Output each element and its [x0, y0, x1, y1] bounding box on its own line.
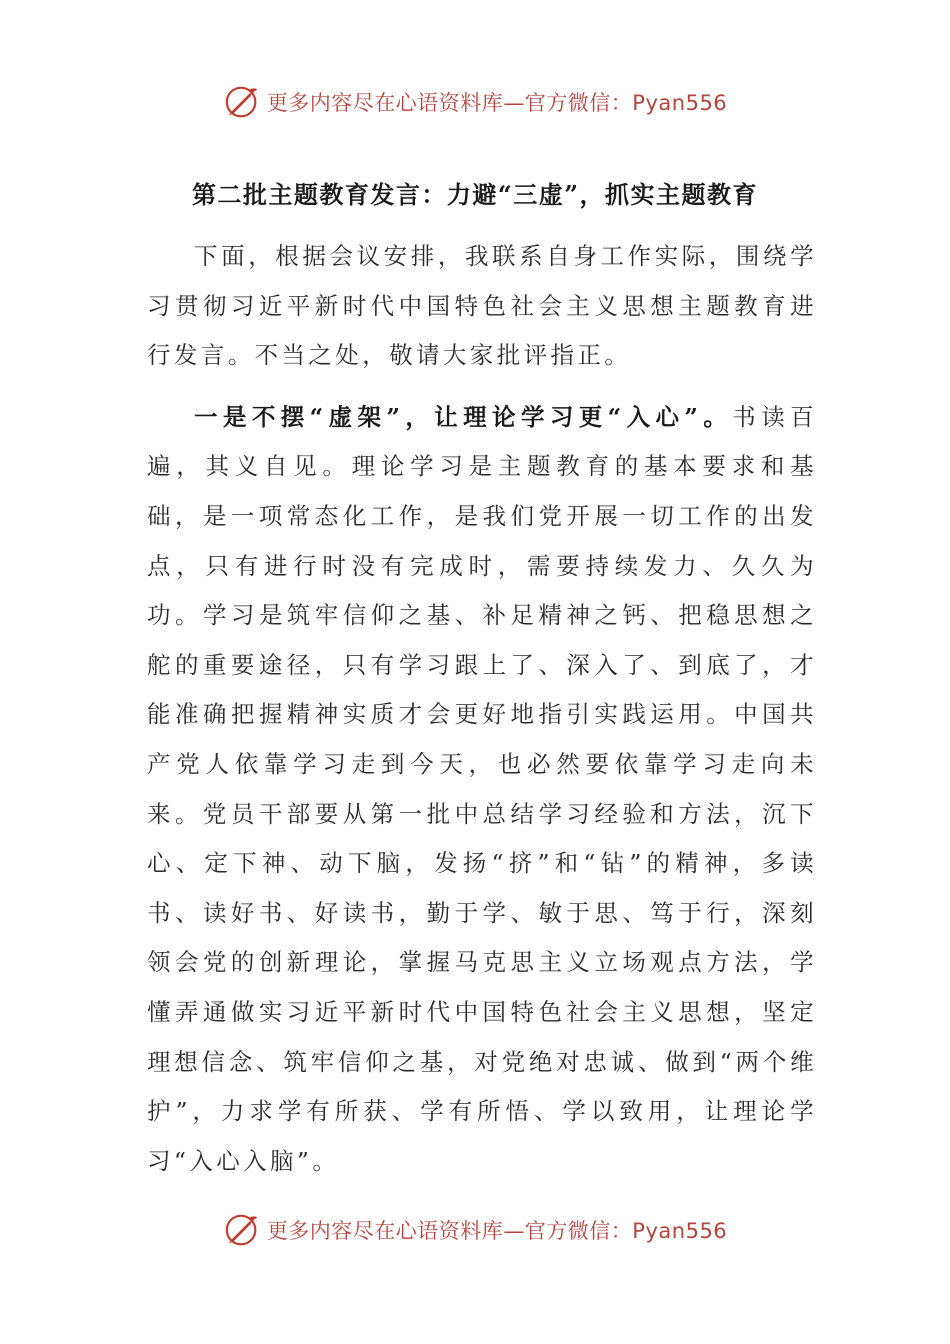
header-contact: 官方微信：Pyan556 — [524, 91, 728, 115]
footer-separator: — — [503, 1219, 525, 1243]
paragraph-intro: 下面，根据会议安排，我联系自身工作实际，围绕学习贯彻习近平新时代中国特色社会主义思想主题教育进行发言。不当之处，敬请大家批评指正。 — [147, 242, 817, 370]
document-body — [147, 232, 817, 1186]
pen-nib-logo-icon — [223, 83, 261, 121]
header-text — [267, 87, 727, 117]
paragraph-one-lead: 一是不摆“虚架”，让理论学习更“入心”。 — [194, 402, 733, 431]
header-banner — [0, 82, 950, 122]
footer-contact: 官方微信：Pyan556 — [524, 1219, 728, 1243]
document-title: 第二批主题教育发言：力避“三虚”，抓实主题教育 — [191, 180, 759, 209]
paragraph-one — [147, 393, 817, 1187]
header-separator: — — [503, 91, 525, 115]
footer-brand: 更多内容尽在心语资料库 — [266, 1219, 504, 1243]
footer-banner — [0, 1210, 950, 1250]
pen-nib-logo-icon — [223, 1211, 261, 1249]
paragraph-one-body: 书读百遍，其义自见。理论学习是主题教育的基本要求和基础，是一项常态化工作，是我们党开展一切工作的出发点，只有进行时没有完成时，需要持续发力、久久为功。学习是筑牢信仰之基、补足精神之钙、把稳思想之舵的重要途径，只有学习跟上了、深入了、到底了，才能准确把握精神实质才会更好地指引实践运用。中国共产党人依靠学习走到今天，也必然要依靠学习走向未来。党员干部要从第一批中总结学习经验和方法，沉下心、定下神、动下脑，发扬“挤”和“钻”的精神，多读书、读好书、好读书，勤于学、敏于思、笃于行，深刻领会党的创新理论，掌握马克思主义立场观点方法，学懂弄通做实习近平新时代中国特色社会主义思想，坚定理想信念、筑牢信仰之基，对党绝对忠诚、做到“两个维护”，力求学有所获、学有所悟、学以致用，让理论学习“入心入脑”。 — [147, 402, 818, 1175]
footer-text — [267, 1215, 727, 1245]
header-brand: 更多内容尽在心语资料库 — [266, 91, 504, 115]
